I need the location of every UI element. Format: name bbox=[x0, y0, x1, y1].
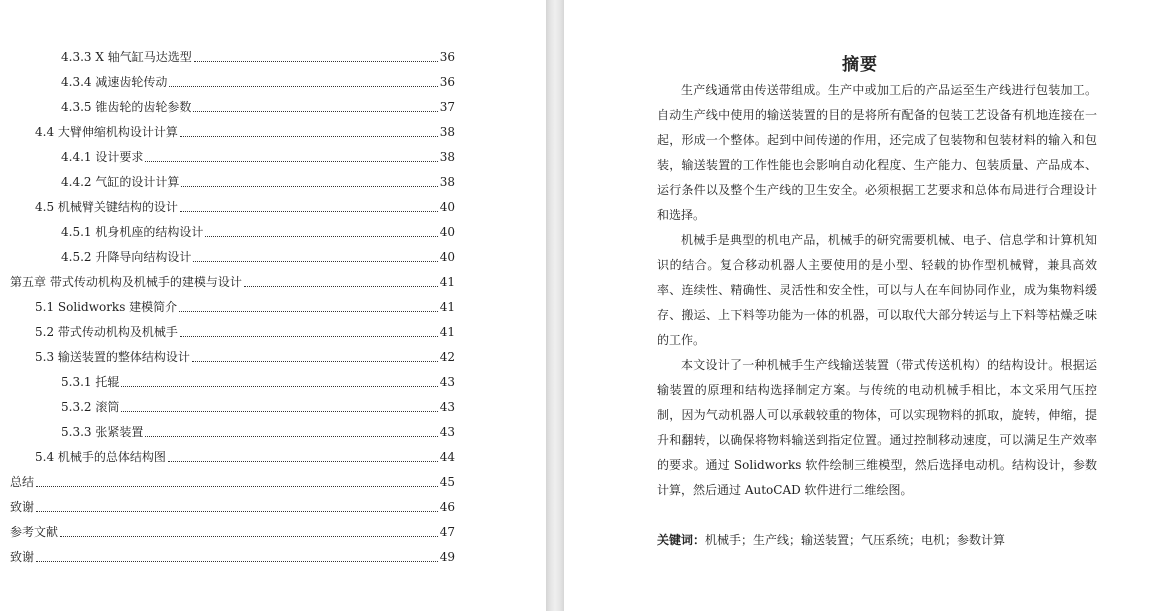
toc-entry[interactable] bbox=[61, 248, 455, 266]
toc-entry[interactable] bbox=[61, 73, 455, 91]
toc-leader-dots bbox=[180, 135, 438, 137]
toc-entry-page: 38 bbox=[439, 175, 455, 189]
toc-entry-page: 47 bbox=[439, 525, 455, 539]
toc-entry-title: 参考文献 bbox=[10, 525, 59, 539]
toc-leader-dots bbox=[168, 460, 438, 462]
toc-entry-page: 38 bbox=[439, 150, 455, 164]
abstract-paragraph-3: 本文设计了一种机械手生产线输送装置（带式传送机构）的结构设计。根据运输装置的原理和结构选择制定方案。与传统的电动机械手相比，本文采用气压控制，因为气动机器人可以承载较重的物体，可以实现物料的抓取，旋转，伸缩，提升和翻转，以确保将物料输送到指定位置。通过控制移动速度，可以满足生产效率的要求。通过 Solidworks 软件绘制三维模型，然后选择电动机。结构设计，参数计算，然后通过 AutoCAD 软件进行二维绘图。 bbox=[657, 358, 1097, 497]
toc-entry-title: 4.5 机械臂关键结构的设计 bbox=[35, 200, 178, 214]
toc-entry-page: 40 bbox=[439, 200, 455, 214]
toc-entry[interactable] bbox=[35, 298, 455, 316]
keywords-line bbox=[657, 529, 1107, 551]
toc-entry-title: 4.3.3 X 轴气缸马达选型 bbox=[61, 50, 192, 64]
toc-entry-page: 40 bbox=[439, 225, 455, 239]
toc-entry-title: 5.1 Solidworks 建模简介 bbox=[35, 300, 178, 314]
toc-entry-page: 46 bbox=[439, 500, 455, 514]
toc-entry[interactable] bbox=[35, 198, 455, 216]
toc-entry-page: 36 bbox=[439, 50, 455, 64]
toc-entry-title: 4.4.1 设计要求 bbox=[61, 150, 144, 164]
toc-entry-page: 41 bbox=[439, 325, 455, 339]
toc-entry[interactable] bbox=[35, 323, 455, 341]
abstract-paragraph-2: 机械手是典型的机电产品，机械手的研究需要机械、电子、信息学和计算机知识的结合。复合移动机器人主要使用的是小型、轻载的协作型机械臂，兼具高效率、连续性、精确性、灵活性和安全性，可以与人在车间协同作业，成为集物料缓存、搬运、上下料等功能为一体的机器，可以取代大部分转运与上下料等枯燥乏味的工作。 bbox=[657, 233, 1097, 347]
toc-leader-dots bbox=[145, 160, 437, 162]
toc-entry[interactable] bbox=[10, 523, 455, 541]
toc-leader-dots bbox=[36, 510, 438, 512]
toc-entry[interactable] bbox=[61, 48, 455, 66]
toc-entry[interactable] bbox=[10, 473, 455, 491]
toc-entry[interactable] bbox=[61, 398, 455, 416]
toc-entry-page: 40 bbox=[439, 250, 455, 264]
toc-leader-dots bbox=[180, 335, 438, 337]
toc-entry-title: 4.3.4 减速齿轮传动 bbox=[61, 75, 168, 89]
toc-leader-dots bbox=[169, 85, 437, 87]
toc-entry-page: 45 bbox=[439, 475, 455, 489]
toc-entry-page: 43 bbox=[439, 425, 455, 439]
abstract-page bbox=[564, 0, 1156, 611]
toc-entry[interactable] bbox=[35, 123, 455, 141]
toc-leader-dots bbox=[36, 485, 438, 487]
toc-entry-page: 37 bbox=[439, 100, 455, 114]
toc-entry-page: 42 bbox=[439, 350, 455, 364]
toc-entry[interactable] bbox=[35, 348, 455, 366]
toc-leader-dots bbox=[145, 435, 437, 437]
toc-entry-title: 第五章 带式传动机构及机械手的建模与设计 bbox=[10, 275, 242, 289]
toc-entry-title: 4.5.2 升降导向结构设计 bbox=[61, 250, 192, 264]
toc-entry-title: 总结 bbox=[10, 475, 35, 489]
toc-entry[interactable] bbox=[61, 98, 455, 116]
toc-entry[interactable] bbox=[10, 273, 455, 291]
toc-entry-page: 43 bbox=[439, 400, 455, 414]
toc-entry-title: 5.3 输送装置的整体结构设计 bbox=[35, 350, 190, 364]
toc-entry-title: 5.3.2 滚筒 bbox=[61, 400, 120, 414]
toc-entry-title: 4.5.1 机身机座的结构设计 bbox=[61, 225, 204, 239]
toc-entry-title: 致谢 bbox=[10, 550, 35, 564]
abstract-body bbox=[657, 78, 1097, 503]
toc-leader-dots bbox=[193, 110, 437, 112]
toc-entry[interactable] bbox=[61, 148, 455, 166]
toc-entry-title: 5.3.1 托辊 bbox=[61, 375, 120, 389]
toc-leader-dots bbox=[121, 385, 437, 387]
toc-entry-page: 36 bbox=[439, 75, 455, 89]
toc-entry-page: 43 bbox=[439, 375, 455, 389]
abstract-title: 摘要 bbox=[842, 55, 878, 75]
toc-leader-dots bbox=[181, 185, 437, 187]
toc-entry-page: 44 bbox=[439, 450, 455, 464]
toc-entry[interactable] bbox=[61, 373, 455, 391]
abstract-paragraph-1: 生产线通常由传送带组成。生产中或加工后的产品运至生产线进行包装加工。自动生产线中使用的输送装置的目的是将所有配备的包装工艺设备有机地连接在一起，形成一个整体。起到中间传递的作用，还完成了包装物和包装材料的输入和包装，输送装置的工作性能也会影响自动化程度、生产能力、包装质量、产品成本、运行条件以及整个生产线的卫生安全。必须根据工艺要求和总体布局进行合理设计和选择。 bbox=[657, 83, 1097, 222]
toc-entry-page: 41 bbox=[439, 275, 455, 289]
toc-entry[interactable] bbox=[35, 448, 455, 466]
toc-leader-dots bbox=[192, 360, 438, 362]
keywords-label: 关键词： bbox=[657, 533, 706, 547]
toc-leader-dots bbox=[180, 210, 438, 212]
toc-leader-dots bbox=[205, 235, 437, 237]
toc-entry-title: 5.3.3 张紧装置 bbox=[61, 425, 144, 439]
toc-leader-dots bbox=[121, 410, 437, 412]
toc-leader-dots bbox=[36, 560, 438, 562]
keywords-text: 机械手；生产线；输送装置；气压系统；电机；参数计算 bbox=[705, 533, 1006, 547]
toc-leader-dots bbox=[60, 535, 438, 537]
toc-entry-page: 38 bbox=[439, 125, 455, 139]
toc-entry[interactable] bbox=[61, 223, 455, 241]
toc-entry-page: 41 bbox=[439, 300, 455, 314]
toc-entry-title: 4.3.5 锥齿轮的齿轮参数 bbox=[61, 100, 192, 114]
toc-entry-title: 致谢 bbox=[10, 500, 35, 514]
toc-entry-page: 49 bbox=[439, 550, 455, 564]
toc-leader-dots bbox=[179, 310, 438, 312]
toc-entry-title: 5.4 机械手的总体结构图 bbox=[35, 450, 166, 464]
toc-entry-title: 4.4 大臂伸缩机构设计计算 bbox=[35, 125, 178, 139]
page-gutter bbox=[546, 0, 564, 611]
toc-entry[interactable] bbox=[61, 423, 455, 441]
toc-page bbox=[0, 0, 546, 611]
toc-leader-dots bbox=[193, 260, 437, 262]
toc-entry[interactable] bbox=[61, 173, 455, 191]
toc-entry-title: 4.4.2 气缸的设计计算 bbox=[61, 175, 180, 189]
toc-entry[interactable] bbox=[10, 548, 455, 566]
toc-leader-dots bbox=[194, 60, 438, 62]
toc-entry[interactable] bbox=[10, 498, 455, 516]
toc-leader-dots bbox=[244, 285, 438, 287]
toc-entry-title: 5.2 带式传动机构及机械手 bbox=[35, 325, 178, 339]
